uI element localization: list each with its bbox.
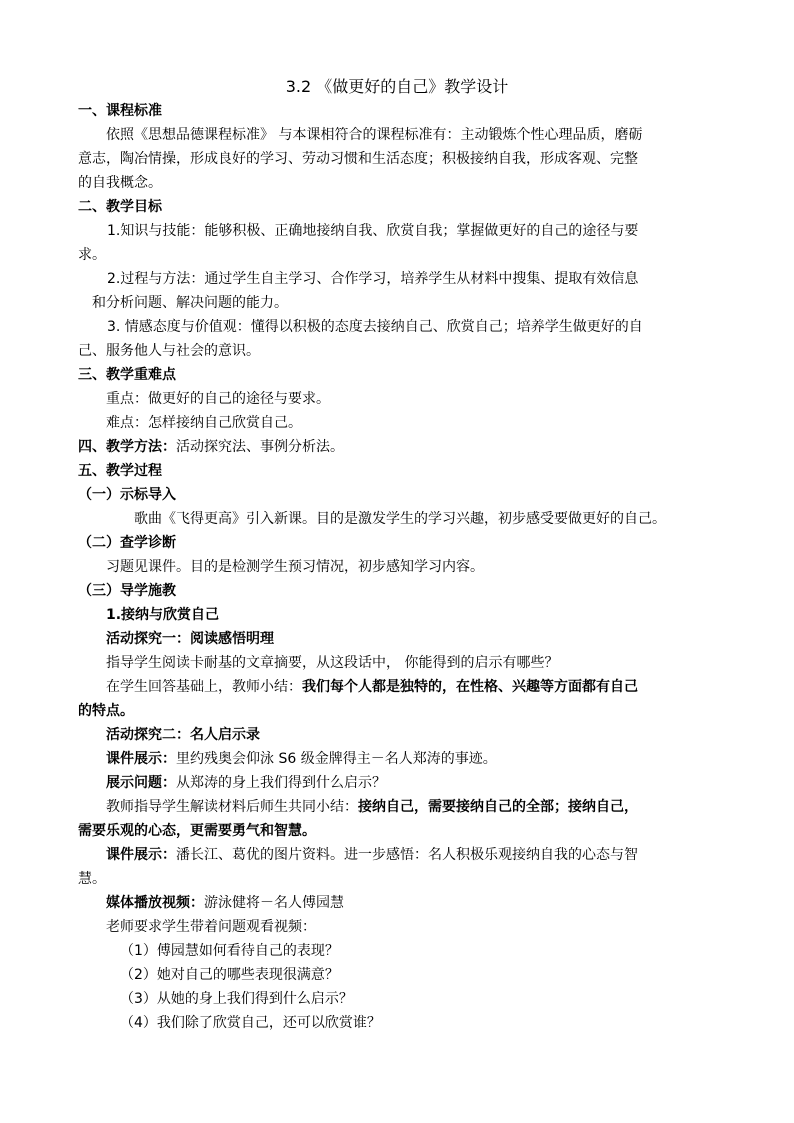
subsection-heading-teaching: （三）导学施教 <box>78 583 176 599</box>
goal-line: 3. 情感态度与价值观：懂得以积极的态度去接纳自己、欣赏自己；培养学生做更好的自 <box>107 319 643 335</box>
key-point-line: 重点：做更好的自己的途径与要求。 <box>106 391 330 407</box>
activity-two-line <box>106 725 260 745</box>
paragraph-line: 习题见课件。目的是检测学生预习情况，初步感知学习内容。 <box>106 559 484 575</box>
paragraph-line: 意志，陶冶情操，形成良好的学习、劳动习惯和生活态度；积极接纳自我，形成客观、完整 <box>78 151 638 167</box>
subsection-heading-diagnosis: （二）查学诊断 <box>78 535 176 551</box>
courseware-label: 课件展示： <box>106 847 176 863</box>
summary-intro: 在学生回答基础上，教师小结： <box>106 679 302 695</box>
summary-line <box>106 797 638 817</box>
summary-line: 需要乐观的心态，更需要勇气和智慧。 <box>78 823 316 839</box>
summary-line <box>106 677 638 697</box>
activity-title: 名人启示录 <box>190 727 260 743</box>
summary-emphasis: 接纳自己，需要接纳自己的全部；接纳自己， <box>358 799 638 815</box>
paragraph-line: 指导学生阅读卡耐基的文章摘要，从这段话中， 你能得到的启示有哪些？ <box>106 655 559 671</box>
list-item: （2）她对自己的哪些表现很满意？ <box>120 967 339 983</box>
paragraph-line: 慧。 <box>78 871 106 887</box>
media-label: 媒体播放视频： <box>106 895 204 911</box>
goal-line: 和分析问题、解决问题的能力。 <box>92 295 288 311</box>
courseware-line <box>106 845 638 865</box>
activity-title: 阅读感悟明理 <box>190 631 274 647</box>
topic-heading: 1.接纳与欣赏自己 <box>106 607 220 623</box>
activity-label: 活动探究二： <box>106 727 190 743</box>
courseware-text: 潘长江、葛优的图片资料。进一步感悟：名人积极乐观接纳自我的心态与智 <box>176 847 638 863</box>
section-heading-key-points: 三、教学重难点 <box>78 367 176 383</box>
courseware-line <box>106 749 497 769</box>
section-heading-goals: 二、教学目标 <box>78 199 162 215</box>
question-label: 展示问题： <box>106 775 176 791</box>
difficult-point-line: 难点：怎样接纳自己欣赏自己。 <box>106 415 302 431</box>
goal-line: 求。 <box>78 247 106 263</box>
methods-text: 活动探究法、事例分析法。 <box>176 439 344 455</box>
summary-line: 的特点。 <box>78 703 134 719</box>
list-item: （3）从她的身上我们得到什么启示？ <box>120 991 353 1007</box>
section-heading-methods: 四、教学方法： <box>78 439 176 455</box>
media-text: 游泳健将－名人傅园慧 <box>204 895 344 911</box>
paragraph-line: 歌曲《飞得更高》引入新课。目的是激发学生的学习兴趣，初步感受要做更好的自己。 <box>134 511 666 527</box>
section-heading-curriculum: 一、课程标准 <box>78 103 162 119</box>
section-heading-process: 五、教学过程 <box>78 463 162 479</box>
list-item: （1）傅园慧如何看待自己的表现？ <box>120 943 339 959</box>
paragraph-line: 老师要求学生带着问题观看视频： <box>106 919 316 935</box>
paragraph-line: 依照《思想品德课程标准》 与本课相符合的课程标准有：主动锻炼个性心理品质，磨砺 <box>106 127 643 143</box>
document-title: 3.2 《做更好的自己》教学设计 <box>285 77 509 96</box>
goal-line: 2.过程与方法：通过学生自主学习、合作学习，培养学生从材料中搜集、提取有效信息 <box>107 271 639 287</box>
media-line <box>106 893 344 913</box>
paragraph-line: 的自我概念。 <box>78 175 162 191</box>
summary-intro: 教师指导学生解读材料后师生共同小结： <box>106 799 358 815</box>
summary-emphasis: 我们每个人都是独特的，在性格、兴趣等方面都有自己 <box>302 679 638 695</box>
activity-label: 活动探究一： <box>106 631 190 647</box>
goal-line: 1.知识与技能：能够积极、正确地接纳自我、欣赏自我；掌握做更好的自己的途径与要 <box>107 223 639 239</box>
activity-one-line <box>106 629 274 649</box>
question-line <box>106 773 386 793</box>
question-text: 从郑涛的身上我们得到什么启示？ <box>176 775 386 791</box>
methods-line <box>78 437 344 457</box>
courseware-label: 课件展示： <box>106 751 176 767</box>
courseware-text: 里约残奥会仰泳 S6 级金牌得主－名人郑涛的事迹。 <box>176 751 497 767</box>
subsection-heading-intro: （一）示标导入 <box>78 487 176 503</box>
list-item: （4）我们除了欣赏自己，还可以欣赏谁？ <box>120 1015 381 1031</box>
goal-line: 己、服务他人与社会的意识。 <box>78 343 260 359</box>
